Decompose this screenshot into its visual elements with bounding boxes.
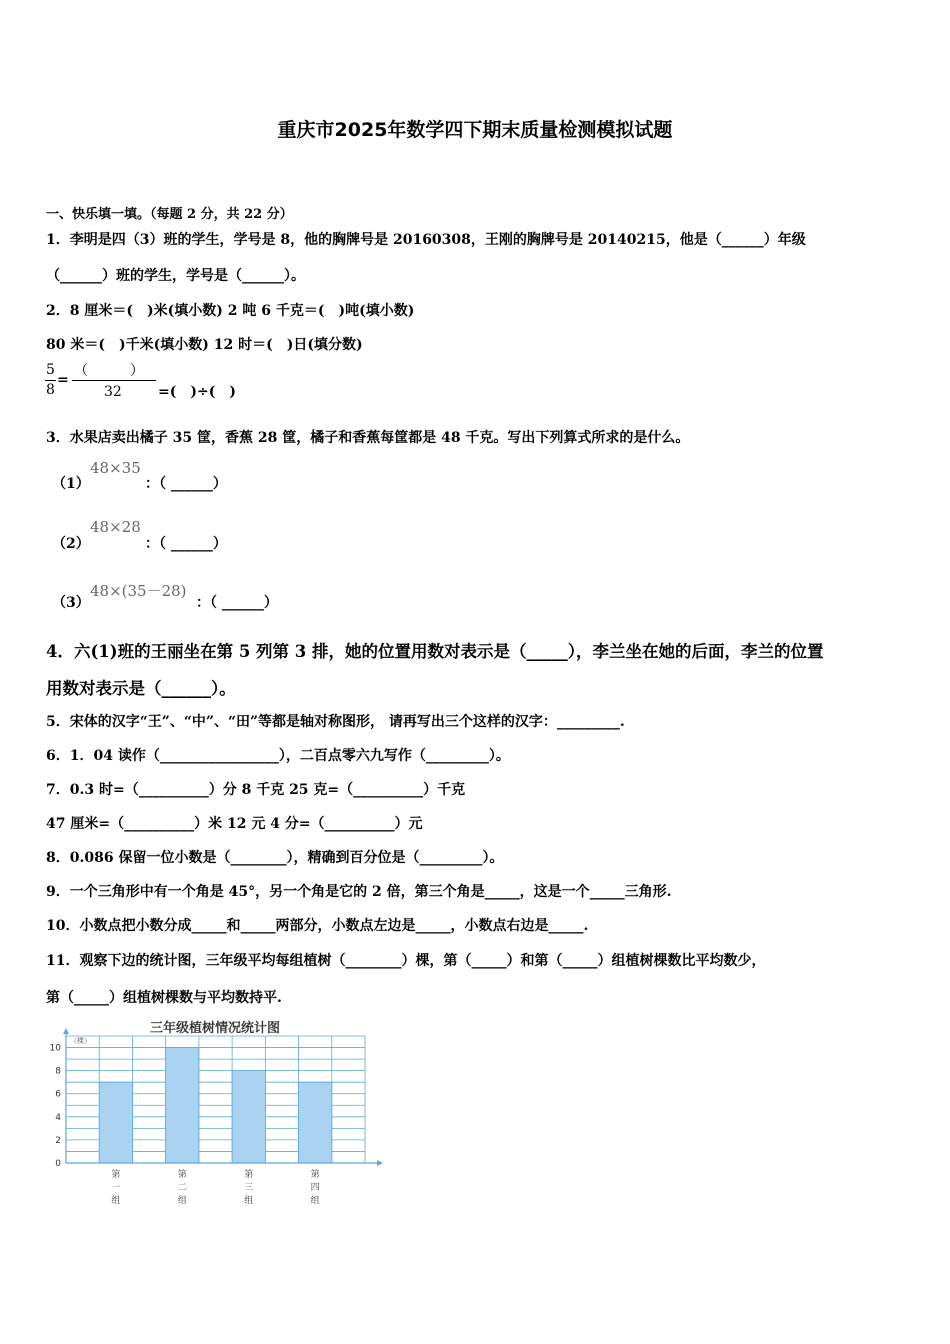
q4-line2: 用数对表示是（______）。 bbox=[46, 679, 236, 698]
x-tick-label: 组 bbox=[244, 1196, 254, 1206]
x-tick-label: 第 bbox=[177, 1170, 187, 1180]
x-tick-label: 四 bbox=[310, 1183, 320, 1193]
bar-chart bbox=[40, 1014, 400, 1214]
q2-fraction2-bar bbox=[72, 380, 156, 381]
q3-item3-expr: 48×(35－28) bbox=[90, 582, 187, 600]
q5: 5．宋体的汉字“王”、“中”、“田”等都是轴对称图形， 请再写出三个这样的汉字：_________. bbox=[46, 714, 625, 730]
q7-line1: 7．0.3 时=（__________）分 8 千克 25 克=（__________）千克 bbox=[46, 782, 466, 798]
q2-rest: =( )÷( ) bbox=[158, 384, 236, 400]
y-tick-label: 6 bbox=[55, 1089, 61, 1100]
page-title: 重庆市2025年数学四下期末质量检测模拟试题 bbox=[277, 119, 673, 141]
section-heading: 一、快乐填一填。（每题 2 分，共 22 分） bbox=[46, 207, 293, 222]
x-axis-arrow bbox=[377, 1160, 383, 1166]
q1-line1: 1．李明是四（3）班的学生，学号是 8，他的胸牌号是 20160308，王刚的胸牌号是 20140215，他是（______）年级 bbox=[46, 232, 806, 248]
bar-第三组 bbox=[232, 1071, 265, 1163]
q3-item2-label: （2） bbox=[52, 536, 90, 552]
q2-line1: 2．8 厘米＝( )米(填小数) 2 吨 6 千克＝( )吨(填小数) bbox=[46, 303, 415, 319]
x-tick-label: 组 bbox=[111, 1196, 121, 1206]
y-axis-unit-label: （棵） bbox=[70, 1037, 91, 1045]
q3-stem: 3．水果店卖出橘子 35 筐，香蕉 28 筐，橘子和香蕉每筐都是 48 千克。写出下列算式所求的是什么。 bbox=[46, 430, 690, 446]
bar-第一组 bbox=[99, 1082, 132, 1163]
q2-line2: 80 米＝( )千米(填小数) 12 时＝( )日(填分数) bbox=[46, 337, 363, 353]
q3-item3-tail: ：（ ______） bbox=[196, 595, 278, 611]
q2-fraction-denominator: 8 bbox=[46, 382, 55, 398]
x-tick-label: 二 bbox=[177, 1183, 187, 1193]
x-tick-label: 一 bbox=[111, 1183, 121, 1193]
bar-第四组 bbox=[299, 1082, 332, 1163]
x-tick-label: 第 bbox=[244, 1170, 254, 1180]
y-tick-label: 0 bbox=[55, 1159, 61, 1169]
chart-title: 三年级植树情况统计图 bbox=[149, 1021, 281, 1036]
q6: 6．1．04 读作（_________________），二百点零六九写作（_________）。 bbox=[46, 748, 510, 764]
q8: 8．0.086 保留一位小数是（________），精确到百分位是（_________）。 bbox=[46, 850, 504, 866]
q10: 10．小数点把小数分成_____和_____两部分，小数点左边是_____，小数点右边是_____. bbox=[46, 918, 589, 934]
q3-item3-label: （3） bbox=[52, 595, 90, 611]
q3-item1-expr: 48×35 bbox=[90, 459, 141, 477]
bar-第二组 bbox=[166, 1048, 199, 1163]
x-tick-label: 组 bbox=[177, 1196, 187, 1206]
q1-line2: （______）班的学生，学号是（______）。 bbox=[46, 268, 305, 284]
y-axis-arrow bbox=[63, 1028, 69, 1034]
q3-item2-tail: ：（ ______） bbox=[145, 536, 227, 552]
x-tick-label: 三 bbox=[244, 1183, 254, 1193]
x-tick-label: 第 bbox=[111, 1170, 121, 1180]
q4-line1: 4．六(1)班的王丽坐在第 5 列第 3 排，她的位置用数对表示是（_____），李兰坐在她的后面，李兰的位置 bbox=[46, 642, 824, 661]
q9: 9．一个三角形中有一个角是 45°，另一个角是它的 2 倍，第三个角是_____，这是一个_____三角形. bbox=[46, 884, 672, 900]
q11-line1: 11．观察下边的统计图，三年级平均每组植树（________）棵，第（_____）和第（_____）组植树棵数比平均数少， bbox=[46, 953, 766, 969]
q3-item1-label: （1） bbox=[52, 476, 90, 492]
y-tick-label: 8 bbox=[55, 1066, 61, 1077]
q11-line2: 第（_____）组植树棵数与平均数持平. bbox=[46, 990, 282, 1006]
y-tick-label: 10 bbox=[49, 1043, 61, 1054]
y-tick-label: 4 bbox=[55, 1112, 61, 1123]
q3-item1-tail: ：（ ______） bbox=[145, 476, 227, 492]
x-tick-label: 组 bbox=[310, 1196, 320, 1206]
q2-equals: = bbox=[57, 372, 69, 388]
q7-line2: 47 厘米=（__________）米 12 元 4 分=（__________）元 bbox=[46, 816, 423, 832]
q3-item2-expr: 48×28 bbox=[90, 518, 141, 536]
y-tick-label: 2 bbox=[55, 1135, 61, 1146]
x-tick-label: 第 bbox=[310, 1170, 320, 1180]
q2-fraction-bar bbox=[45, 380, 56, 381]
q2-fraction-numerator: 5 bbox=[46, 362, 55, 378]
q2-fraction2-numerator: （ ） bbox=[74, 363, 144, 379]
q2-fraction2-denominator: 32 bbox=[104, 384, 122, 400]
